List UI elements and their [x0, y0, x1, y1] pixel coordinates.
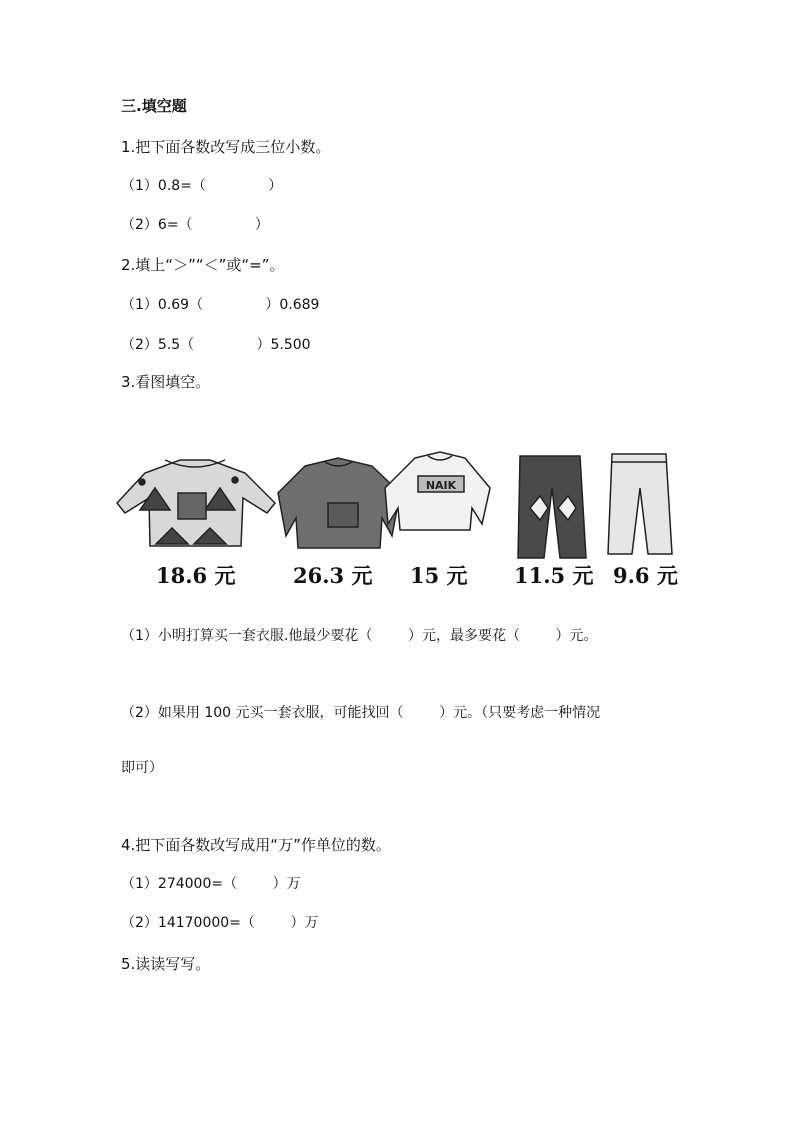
section-title: 三.填空题: [121, 97, 187, 115]
question-2-title: 2.填上“＞”“＜”或“=”。: [121, 256, 285, 274]
tshirt-icon: [385, 452, 490, 530]
question-1-item-2: （2）6=（ ）: [121, 217, 269, 233]
dark-pants-icon: [518, 456, 586, 558]
question-1-item-1: （1）0.8=（ ）: [121, 178, 283, 194]
price-dark-pants: 11.5 元: [514, 563, 594, 588]
question-3-item-2-cont: 即可）: [121, 760, 163, 776]
question-2-item-1: （1）0.69（ ）0.689: [121, 297, 320, 313]
question-3-item-2: （2）如果用 100 元买一套衣服，可能找回（ ）元。（只要考虑一种情况: [121, 705, 601, 721]
question-3-item-1: （1）小明打算买一套衣服.他最少要花（ ）元，最多要花（ ）元。: [121, 628, 598, 644]
question-4-item-2: （2）14170000=（ ）万: [121, 915, 319, 931]
tshirt-print-text: NAIK: [425, 479, 457, 492]
sweater-icon: [117, 460, 275, 546]
price-light-pants: 9.6 元: [613, 563, 678, 588]
light-pants-icon: [608, 454, 672, 554]
question-2-item-2: （2）5.5（ ）5.500: [121, 337, 311, 353]
price-sweater: 18.6 元: [156, 563, 236, 588]
question-1-title: 1.把下面各数改写成三位小数。: [121, 138, 331, 156]
question-5-title: 5.读读写写。: [121, 955, 211, 973]
price-tshirt: 15 元: [410, 563, 468, 588]
question-4-title: 4.把下面各数改写成用“万”作单位的数。: [121, 836, 391, 854]
price-pocket-shirt: 26.3 元: [293, 563, 373, 588]
pocket-shirt-icon: [278, 458, 400, 548]
question-3-title: 3.看图填空。: [121, 373, 211, 391]
question-4-item-1: （1）274000=（ ）万: [121, 876, 301, 892]
